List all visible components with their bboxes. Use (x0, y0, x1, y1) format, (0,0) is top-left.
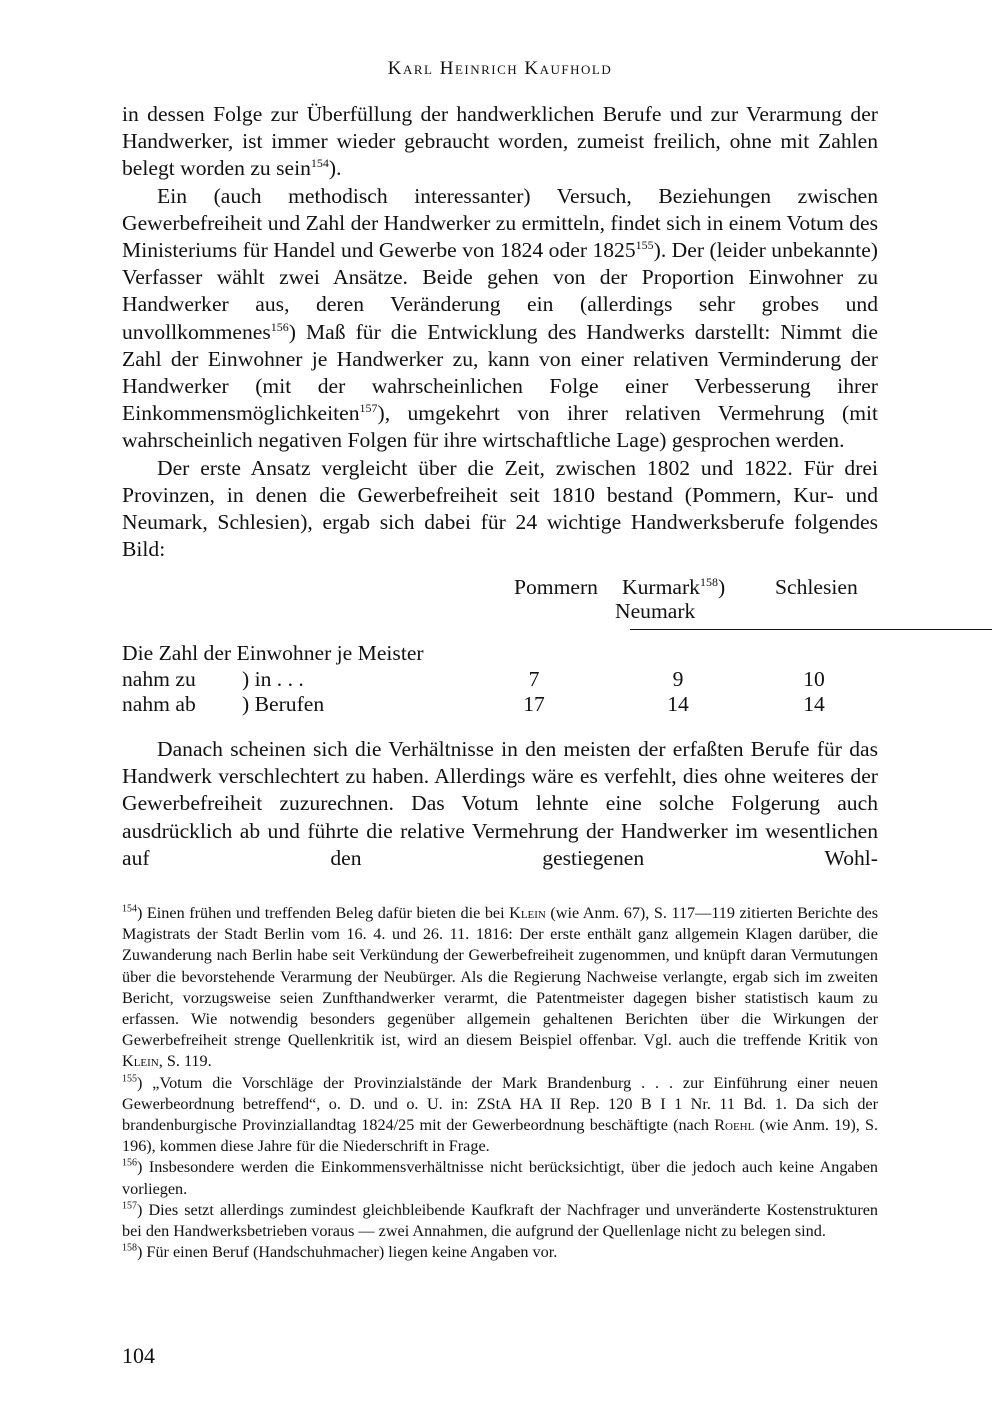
footnote-number: 157 (122, 1200, 137, 1212)
paragraph-text: Der erste Ansatz vergleicht über die Zeit, zwischen 1802 und 1822. Für drei Provinzen, in denen die Gewerbefreiheit seit 1810 bestand (Pommern, Kur- und Neumark, Schlesien), ergab sich dabei für 24 wichtige Handwerksberufe folgendes Bild: (122, 455, 878, 562)
paragraph (122, 101, 878, 183)
footnote (122, 903, 878, 1073)
footnote (122, 1073, 878, 1158)
paragraph (122, 455, 878, 564)
footnote-text: (wie Anm. 67), S. 117—119 zitierten Berichte des Magistrats der Stadt Berlin vom 16. 4. und 26. 11. 1816: Der erste enthält ganz allgemein Klagen darüber, die Zuwanderung nach Berlin habe seit Verkündung der Gewerbefreiheit zugenommen, und knüpft daran Vermutungen über die bevorstehende Verarmung der Neubürger. Als die Regierung Nachweise verlangte, ergab sich im zweiten Bericht, vorzugsweise seien Zunfthandwerker verarmt, die Patentmeister dagegen bisher statistisch kaum zu erfassen. Wie notwendig besonders gegenüber allgemein gehaltenen Berichten über die Wirkungen der Gewerbefreiheit strenge Quellenkritik ist, wird an diesem Beispiel offenbar. Vgl. auch die treffende Kritik von (122, 904, 878, 1050)
column-header-kurmark-label: Kurmark (622, 575, 700, 599)
paragraph-text: ) Maß für die Entwicklung des Handwerks darstellt: Nimmt die Zahl der Einwohner je Handwerker zu, kann von einer relativen Verminderung der Handwerker (mit der wahrscheinlichen Folge einer Verbesserung ihrer Einkommensmöglichkeiten (122, 319, 878, 426)
table-cell: 14 (667, 692, 689, 716)
footnote-text: ) „Votum die Vorschläge der Provinzialstände der Mark Brandenburg . . . zur Einführung einer neuen Gewerbeordnung betreffend“, o. D. und o. U. in: ZStA HA II Rep. 120 B I 1 Nr. 11 Bd. 1. Da sich der brandenburgische Provinziallandtag 1824/25 mit der Gewerbeordnung beschäftigte (nach (122, 1073, 878, 1135)
paragraph (122, 183, 878, 455)
author-name: Klein (509, 904, 546, 922)
footnote-number: 155 (122, 1073, 137, 1085)
footnote-text: ) Insbesondere werden die Einkommensverhältnisse nicht berücksichtigt, über die jedoch auch keine Angaben vorliegen. (122, 1158, 878, 1198)
footnote-text: ) Dies setzt allerdings zumindest gleichbleibende Kaufkraft der Nachfrager und unveränderte Kostenstrukturen bei den Handwerksbetrieben voraus — zwei Annahmen, die aufgrund der Quellenlage nicht zu belegen sind. (122, 1200, 878, 1241)
footnote (122, 1157, 878, 1199)
footnote-text: ) Einen frühen und treffenden Beleg dafür bieten die bei (137, 904, 510, 922)
footnote-ref: 156 (270, 319, 289, 334)
header-rule (630, 629, 992, 630)
row-label-increase-suffix: ) in . . . (242, 667, 304, 691)
footnote-text: ) Für einen Beruf (Handschuhmacher) liegen keine Angaben vor. (137, 1243, 558, 1262)
footnote-number: 158 (122, 1242, 137, 1254)
table-cell: 14 (803, 692, 825, 716)
paragraph-text: in dessen Folge zur Überfüllung der handwerklichen Berufe und zur Verarmung der Handwerker, ist immer wieder gebraucht worden, zumeist freilich, ohne mit Zahlen belegt worden zu sein (122, 102, 878, 181)
row-label-decrease-suffix: ) Berufen (242, 692, 325, 716)
running-head: Karl Heinrich Kaufhold (387, 58, 613, 79)
row-title: Die Zahl der Einwohner je Meister (122, 641, 424, 665)
row-label-decrease: nahm ab (122, 692, 196, 716)
table-cell: 9 (672, 667, 684, 691)
author-name: Klein (122, 1052, 159, 1071)
author-name: Roehl (714, 1116, 755, 1135)
table-cell: 17 (523, 692, 545, 716)
footnotes (122, 903, 878, 1263)
footnote-text: , S. 119. (158, 1052, 212, 1071)
paragraph-text: ), umgekehrt von ihrer relativen Vermehrung (mit wahrscheinlich negativen Folgen für ihre wirtschaftliche Lage) gesprochen werden. (122, 401, 878, 453)
paragraph-text: Ein (auch methodisch interessanter) Versuch, Beziehungen zwischen Gewerbefreiheit und Zahl der Handwerker zu ermitteln, findet sich in einem Votum des Ministeriums für Handel und Gewerbe von 1824 oder 1825 (122, 183, 878, 263)
footnote (122, 1200, 878, 1242)
table-cell: 10 (803, 667, 825, 691)
paragraph-text: ). (328, 156, 342, 181)
footnote-ref: 158 (699, 574, 718, 589)
paragraph: Danach scheinen sich die Verhältnisse in den meisten der erfaßten Berufe für das Handwerk verschlechtert zu haben. Allerdings wäre es verfehlt, dies ohne weiteres der Gewerbefreiheit zuzurechnen. Das Votum lehnte eine solche Folgerung auch ausdrücklich ab und führte die relative Vermehrung der Handwerker im wesentlichen auf den gestiegenen Wohl- (122, 737, 878, 870)
footnote-ref: 155 (635, 237, 654, 252)
column-header-pommern: Pommern (514, 575, 598, 599)
footnote (122, 1242, 878, 1263)
column-header-schlesien: Schlesien (775, 575, 858, 599)
footnote-text: (wie Anm. 19), S. 196), kommen diese Jahre für die Niederschrift in Frage. (122, 1116, 878, 1156)
column-header-kurmark-close: ) (717, 575, 726, 599)
table-cell: 7 (528, 667, 540, 691)
row-label-increase: nahm zu (122, 667, 196, 691)
main-text-continued (122, 736, 878, 872)
paragraph-text: ). Der (leider unbekannte) Verfasser wählt zwei Ansätze. Beide gehen von der Proportion Einwohner zu Handwerker aus, deren Veränderung ein (allerdings sehr grobes und unvollkommenes (122, 238, 878, 344)
page-number: 104 (122, 1343, 155, 1368)
column-header-neumark: Neumark (615, 599, 696, 623)
main-text (122, 101, 878, 563)
column-header-kurmark (622, 575, 725, 600)
footnote-ref: 154 (310, 156, 329, 171)
footnote-number: 156 (122, 1158, 137, 1170)
comparison-table (122, 575, 878, 725)
footnote-number: 154 (122, 903, 137, 915)
footnote-ref: 157 (359, 401, 378, 416)
